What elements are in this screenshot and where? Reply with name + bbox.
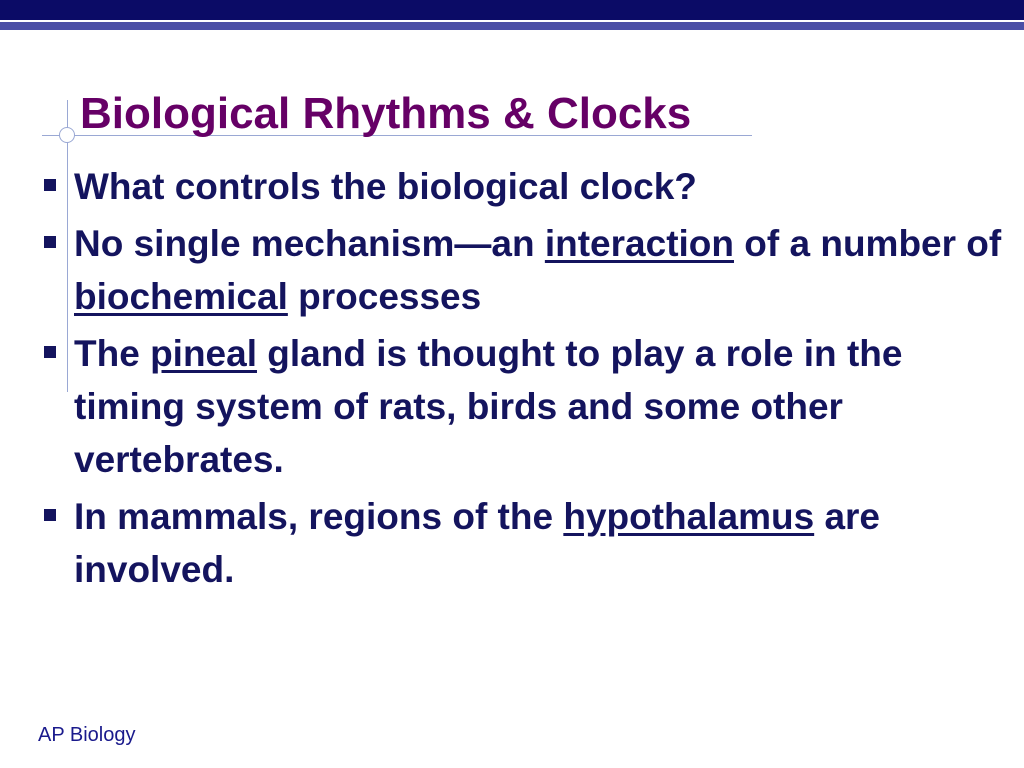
footer-label: AP Biology [38, 724, 136, 746]
slide-title: Biological Rhythms & Clocks [80, 89, 692, 138]
top-banner-bar [0, 0, 1024, 20]
bullet-text: gland is thought to play a role in the timing system of rats, birds and some other vertebrates. [74, 333, 903, 480]
bullet-text: The [74, 333, 151, 374]
bullet-item [38, 490, 1018, 596]
underlined-term: biochemical [74, 276, 288, 317]
bullet-item [38, 327, 1018, 486]
bullet-text: What controls the biological clock? [74, 166, 697, 207]
underlined-term: interaction [544, 223, 734, 264]
bullet-list [38, 160, 1018, 600]
bullet-text: In mammals, regions of the [74, 496, 564, 537]
square-bullet-icon [44, 509, 56, 521]
bullet-text: of a number of [734, 223, 1002, 264]
bullet-text: are involved. [74, 496, 881, 590]
decorative-circle-icon [59, 127, 75, 143]
top-banner-stripe [0, 22, 1024, 30]
square-bullet-icon [44, 346, 56, 358]
square-bullet-icon [44, 179, 56, 191]
underlined-term: hypothalamus [563, 496, 815, 537]
bullet-item [38, 217, 1018, 323]
square-bullet-icon [44, 236, 56, 248]
bullet-item [38, 160, 1018, 213]
underlined-term: pineal [150, 333, 257, 374]
bullet-text: processes [287, 276, 482, 317]
bullet-text: No single mechanism—an [74, 223, 545, 264]
